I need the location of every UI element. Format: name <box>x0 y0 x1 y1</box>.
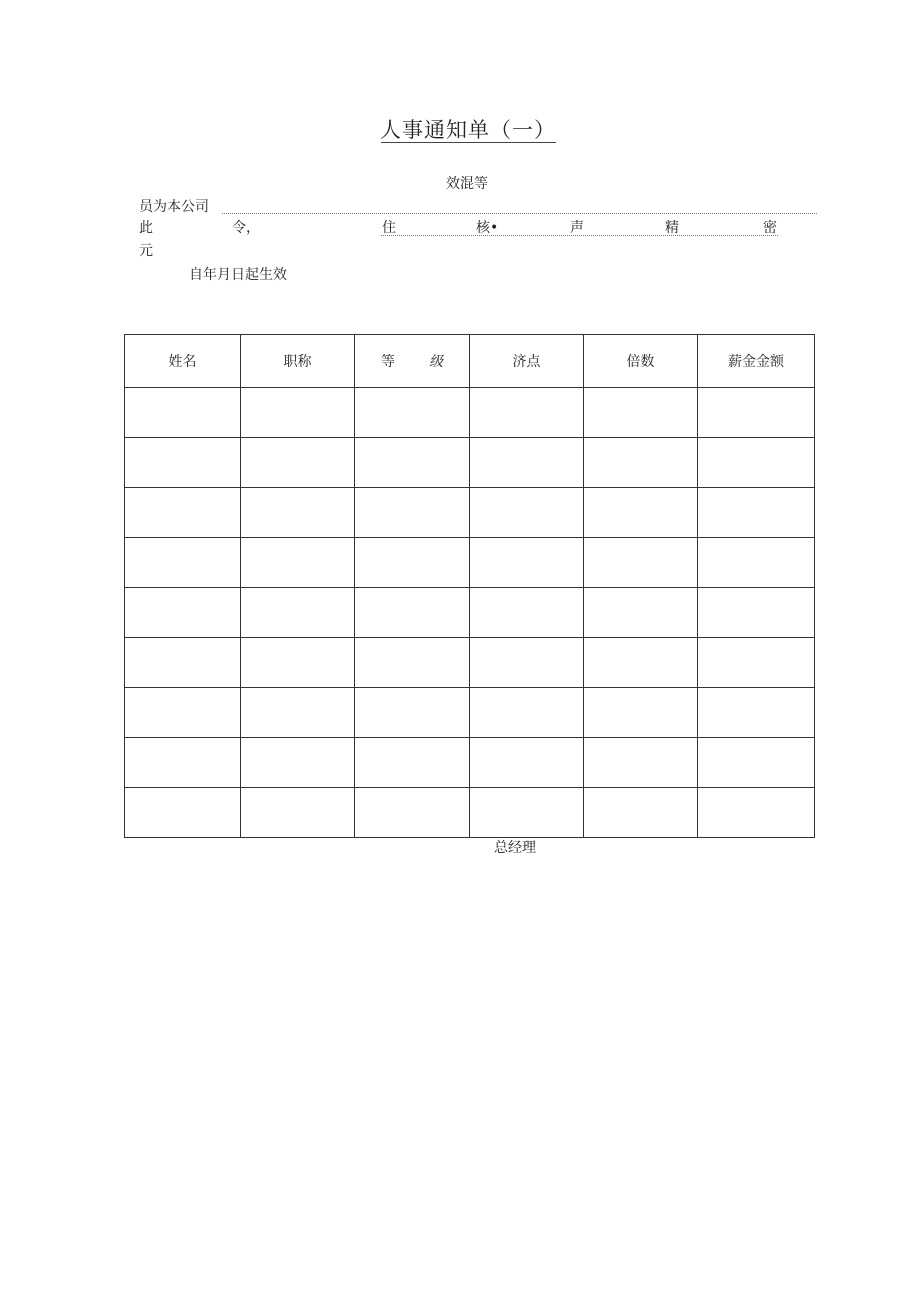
table-cell[interactable] <box>584 388 698 438</box>
table-cell[interactable] <box>355 738 470 788</box>
document-title: 人事通知单（一） <box>380 118 556 142</box>
header-grade-part1: 等 <box>381 354 395 370</box>
line2-word-he: 核• <box>476 220 499 236</box>
table-cell[interactable] <box>355 388 470 438</box>
table-cell[interactable] <box>698 388 815 438</box>
table-cell[interactable] <box>698 588 815 638</box>
table-cell[interactable] <box>470 788 584 838</box>
table-cell[interactable] <box>584 538 698 588</box>
table-cell[interactable] <box>584 438 698 488</box>
table-cell[interactable] <box>241 638 355 688</box>
table-cell[interactable] <box>355 488 470 538</box>
table-cell[interactable] <box>241 588 355 638</box>
table-cell[interactable] <box>470 638 584 688</box>
table-row <box>125 788 815 838</box>
table-cell[interactable] <box>241 788 355 838</box>
table-row <box>125 488 815 538</box>
header-salary: 薪金金额 <box>698 335 815 388</box>
table-cell[interactable] <box>355 788 470 838</box>
table-cell[interactable] <box>584 788 698 838</box>
table-row <box>125 688 815 738</box>
table-cell[interactable] <box>355 588 470 638</box>
table-body <box>125 388 815 838</box>
line2-word-sheng: 声 <box>570 220 584 236</box>
table-row <box>125 588 815 638</box>
table-cell[interactable] <box>241 738 355 788</box>
table-cell[interactable] <box>470 688 584 738</box>
table-cell[interactable] <box>125 688 241 738</box>
header-grade <box>355 335 470 388</box>
table-cell[interactable] <box>241 488 355 538</box>
table-cell[interactable] <box>698 488 815 538</box>
table-cell[interactable] <box>355 538 470 588</box>
table-cell[interactable] <box>125 588 241 638</box>
personnel-table <box>124 334 815 838</box>
table-cell[interactable] <box>125 788 241 838</box>
line2-blank[interactable] <box>381 235 778 236</box>
table-cell[interactable] <box>125 488 241 538</box>
table-cell[interactable] <box>355 688 470 738</box>
table-cell[interactable] <box>470 488 584 538</box>
table-row <box>125 438 815 488</box>
table-cell[interactable] <box>125 538 241 588</box>
table-row <box>125 538 815 588</box>
table-cell[interactable] <box>698 638 815 688</box>
table-cell[interactable] <box>470 438 584 488</box>
document-subtitle: 效混等 <box>446 176 488 192</box>
header-name: 姓名 <box>125 335 241 388</box>
table-cell[interactable] <box>470 388 584 438</box>
line2-word-mi: 密 <box>763 220 777 236</box>
header-multiplier: 倍数 <box>584 335 698 388</box>
table-cell[interactable] <box>698 738 815 788</box>
employee-line-label: 员为本公司 <box>139 199 209 215</box>
table-cell[interactable] <box>355 438 470 488</box>
general-manager-signature-label: 总经理 <box>494 840 536 856</box>
table-cell[interactable] <box>125 638 241 688</box>
table-cell[interactable] <box>584 638 698 688</box>
table-cell[interactable] <box>698 688 815 738</box>
table-cell[interactable] <box>698 788 815 838</box>
employee-line-blank[interactable] <box>222 213 817 214</box>
table-header-row <box>125 335 815 388</box>
table-row <box>125 388 815 438</box>
table-cell[interactable] <box>470 538 584 588</box>
line2-word-ci: 此 <box>139 220 153 236</box>
table-cell[interactable] <box>584 688 698 738</box>
line2-word-ling: 令， <box>232 220 260 236</box>
header-position: 职称 <box>241 335 355 388</box>
table-cell[interactable] <box>241 538 355 588</box>
table-cell[interactable] <box>125 738 241 788</box>
table-cell[interactable] <box>698 538 815 588</box>
line2-word-jing: 精 <box>665 220 679 236</box>
table-cell[interactable] <box>470 588 584 638</box>
table-row <box>125 738 815 788</box>
header-points: 济点 <box>470 335 584 388</box>
table-cell[interactable] <box>125 388 241 438</box>
table-cell[interactable] <box>241 388 355 438</box>
table-cell[interactable] <box>241 438 355 488</box>
line3-text: 元 <box>139 243 153 259</box>
table-cell[interactable] <box>355 638 470 688</box>
table-cell[interactable] <box>241 688 355 738</box>
effective-date-text: 自年月日起生效 <box>189 267 287 283</box>
table-cell[interactable] <box>125 438 241 488</box>
title-underline <box>381 142 556 143</box>
table-cell[interactable] <box>584 588 698 638</box>
table-cell[interactable] <box>698 438 815 488</box>
table-cell[interactable] <box>584 738 698 788</box>
line2-word-zhu: 住 <box>382 220 396 236</box>
header-grade-part2: 级 <box>429 354 443 370</box>
table-cell[interactable] <box>584 488 698 538</box>
table-row <box>125 638 815 688</box>
table-cell[interactable] <box>470 738 584 788</box>
